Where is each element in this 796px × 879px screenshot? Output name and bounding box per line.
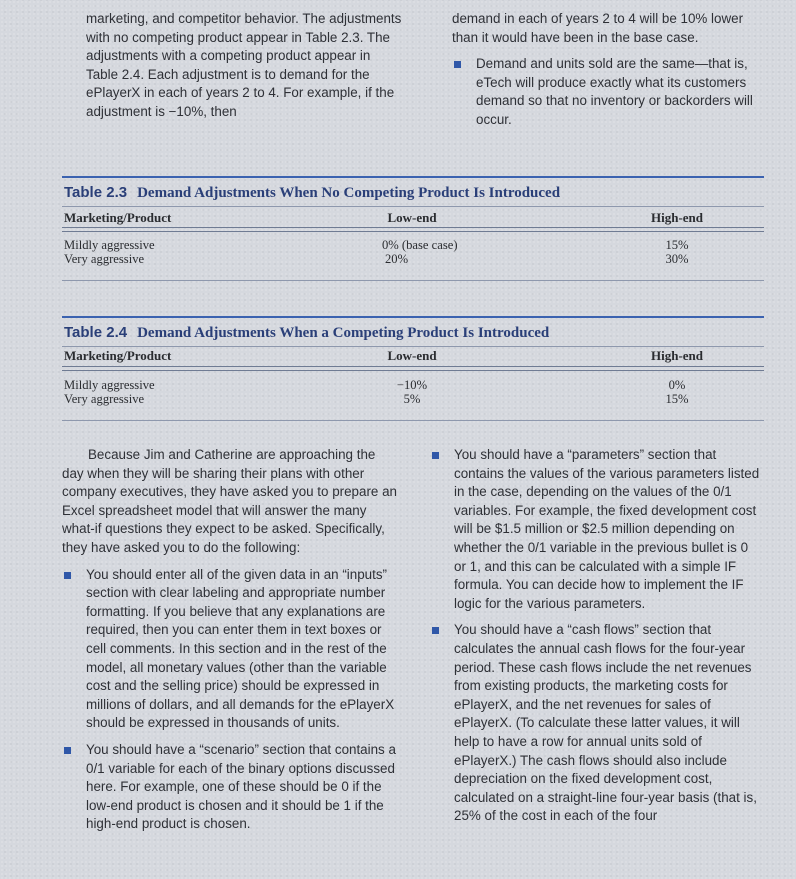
header-rule: [62, 366, 764, 371]
row-label: Very aggressive: [64, 392, 145, 406]
table-rule: [62, 206, 764, 207]
paragraph: Because Jim and Catherine are approaching the day when they will be sharing their plans with other company executives, they have asked you to prepare an Excel spreadsheet model that will answer the many what-if questions they expect to be asked. Specifically, they have asked you to do the following:: [62, 447, 397, 555]
bullet-item: [62, 566, 400, 733]
bullet-square-icon: [64, 747, 71, 754]
column-header: Marketing/Product: [64, 348, 172, 363]
table-number: Table 2.3: [64, 184, 128, 201]
paragraph: marketing, and competitor behavior. The adjustments with no competing product appear in Table 2.3. The adjustments with a competing product appear in Table 2.4. Each adjustment is to demand for the ePlayerX in each of years 2 to 4. For example, if the adjustment is −10%, then: [86, 11, 402, 119]
bullet-item: [430, 446, 760, 613]
bullet-text: You should enter all of the given data in an “inputs” section with clear labeling and appropriate number formatting. If you believe that any explanations are required, then you can enter them in text boxes or cell comments. In this section and in the rest of the model, all monetary values (other than the variable cost and the selling price) should be expressed in millions of dollars, and all demands for the ePlayerX should be expressed in thousands of units.: [86, 566, 395, 731]
header-rule: [62, 227, 764, 232]
table-rule: [62, 346, 764, 347]
table-bottom-rule: [62, 420, 764, 421]
bullet-text: You should have a “parameters” section that contains the values of the various parameters listed in the case, depending on the values of the 0/1 variables. For example, the fixed development cost will be $1.5 million or $2.5 million depending on whether the 0/1 variable in the previous bullet is 0 or 1, and this can be calculated with a simple IF formula. You can decide how to implement the IF logic for the various parameters.: [454, 447, 760, 611]
bullet-text: You should have a “scenario” section that contains a 0/1 variable for each of the binary options discussed here. For example, one of these should be 0 if the low-end product is chosen and it should be 1 if the high-end product is chosen.: [86, 741, 396, 832]
row-label: Very aggressive: [64, 252, 145, 266]
column-header: High-end: [650, 348, 703, 363]
table-cell: 20%: [385, 252, 409, 266]
paragraph: demand in each of years 2 to 4 will be 10% lower than it would have been in the base case.: [452, 11, 744, 45]
table-cell: 0%: [668, 378, 686, 392]
table-cell: −10%: [396, 378, 428, 392]
bullet-item: [62, 741, 400, 834]
table-top-rule: [62, 176, 764, 178]
table-number: Table 2.4: [64, 324, 128, 341]
table-2-3: [62, 176, 764, 286]
bullet-square-icon: [454, 61, 461, 68]
bullet-text: You should have a “cash flows” section that calculates the annual cash flows for the four-year period. These cash flows include the net revenues from existing products, the marketing costs for ePlayerX, and the net revenues for sales of ePlayerX. (To calculate these latter values, it will help to have a row for annual units sold of ePlayerX.) The cash flows should also include depreciation on the fixed development cost, calculated on a straight-line four-year basis (that is, 25% of the cost in each of the four: [454, 622, 757, 824]
bullet-square-icon: [64, 572, 71, 579]
table-cell: 15%: [665, 392, 689, 406]
bullet-square-icon: [432, 452, 439, 459]
table-cell: 0% (base case): [382, 238, 458, 252]
column-header: Low-end: [387, 210, 437, 225]
top-left-column: [86, 10, 404, 122]
table-caption: Demand Adjustments When a Competing Product Is Introduced: [137, 325, 550, 341]
bullet-text: Demand and units sold are the same—that is, eTech will produce exactly what its customers demand so that no inventory or backorders will occur.: [476, 56, 753, 127]
table-title: [64, 324, 549, 342]
column-header: Low-end: [387, 348, 437, 363]
table-top-rule: [62, 316, 764, 318]
table-caption: Demand Adjustments When No Competing Product Is Introduced: [137, 185, 561, 201]
bottom-left-column: [62, 446, 400, 834]
row-label: Mildly aggressive: [64, 378, 155, 392]
bullet-item: [452, 55, 762, 129]
table-title: [64, 184, 560, 202]
bottom-right-column: [430, 446, 760, 826]
column-header: Marketing/Product: [64, 210, 172, 225]
table-cell: 30%: [665, 252, 689, 266]
table-bottom-rule: [62, 280, 764, 281]
bullet-item: [430, 621, 760, 826]
table-cell: 15%: [665, 238, 689, 252]
column-header: High-end: [650, 210, 703, 225]
table-2-4: [62, 316, 764, 426]
bullet-square-icon: [432, 627, 439, 634]
table-cell: 5%: [403, 392, 421, 406]
row-label: Mildly aggressive: [64, 238, 155, 252]
top-right-column: [452, 10, 762, 130]
